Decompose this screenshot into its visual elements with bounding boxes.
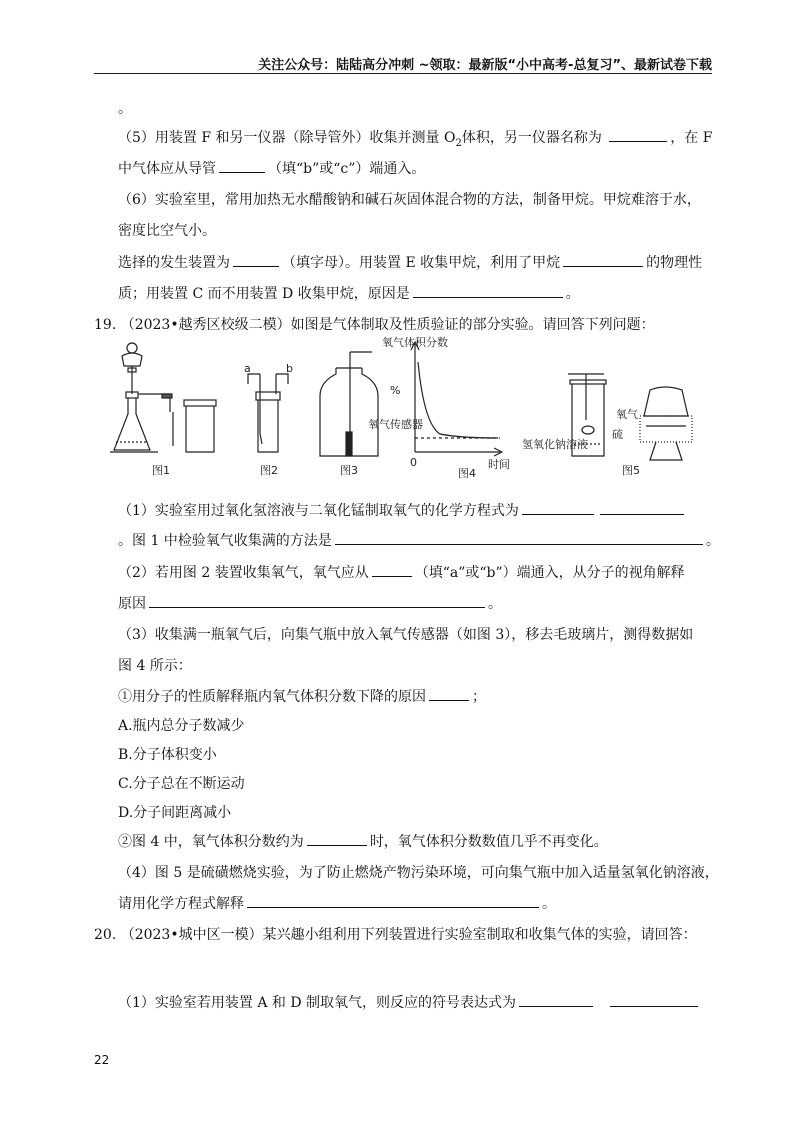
figure-3-sensor-label: 氧气传感器	[368, 418, 423, 431]
question-19-1-line1: （1）实验室用过氧化氢溶液与二氧化锰制取氧气的化学方程式为	[118, 500, 687, 520]
option-c[interactable]: C.分子总在不断运动	[118, 776, 245, 792]
question-19-3-line1: （3）收集满一瓶氧气后，向集气瓶中放入氧气传感器（如图 3），移去毛玻璃片，测得数据如	[118, 627, 694, 643]
answer-blank[interactable]	[372, 564, 412, 577]
answer-blank[interactable]	[609, 129, 667, 142]
experiment-figures	[110, 334, 710, 480]
page-number: 22	[94, 1053, 110, 1067]
figure-1-apparatus	[110, 343, 216, 452]
question-19-3-sub1: ①用分子的性质解释瓶内氧气体积分数下降的原因 ；	[118, 689, 486, 705]
figure-2-apparatus	[248, 374, 288, 452]
figure-4-origin: 0	[410, 456, 417, 469]
option-b[interactable]: B.分子体积变小	[118, 747, 217, 763]
figure-3-label: 图3	[340, 464, 358, 477]
option-d[interactable]: D.分子间距离减小	[118, 805, 232, 821]
answer-blank[interactable]	[600, 502, 684, 515]
figure-1-label: 图1	[152, 464, 170, 477]
figure-4-percent: %	[390, 384, 401, 397]
question-19-3-sub2: ②图 4 中，氧气体积分数约为 时，氧气体积分数数值几乎不再变化。	[118, 834, 608, 850]
question-19-4-line2: 请用化学方程式解释 。	[118, 896, 556, 912]
question-19-1-line2: 。图 1 中检验氧气收集满的方法是 。	[118, 533, 720, 549]
figure-5-naoh-label: 氢氧化钠溶液	[522, 438, 588, 451]
question-19-2-line1: （2）若用图 2 装置收集氧气，氧气应从 （填“a”或“b”）端通入，从分子的视角解释	[118, 565, 685, 581]
answer-blank[interactable]	[219, 160, 265, 173]
question-19-2-line2: 原因 。	[118, 596, 502, 612]
answer-blank[interactable]	[247, 895, 539, 908]
page-header: 关注公众号：陆陆高分冲刺 ~领取：最新版“小中高考-总复习”、最新试卷下载	[258, 58, 712, 73]
figure-4-xlabel: 时间	[488, 458, 510, 471]
question-19-3-line2: 图 4 所示：	[118, 658, 192, 674]
answer-blank[interactable]	[233, 254, 279, 267]
figure-3-apparatus	[320, 352, 378, 456]
question-20-1-line1: （1）实验室若用装置 A 和 D 制取氧气，则反应的符号表达式为	[118, 992, 701, 1012]
figure-4-ylabel: 氧气体积分数	[382, 336, 448, 349]
figure-2-a-label: a	[244, 362, 251, 375]
figure-4-graph	[411, 342, 502, 456]
question-6-line1: （6）实验室里，常用加热无水醋酸钠和碱石灰固体混合物的方法，制备甲烷。甲烷难溶于水，	[118, 192, 701, 208]
question-6-line3: 选择的发生装置为 （填字母）。用装置 E 收集甲烷，利用了甲烷 的物理性	[118, 255, 703, 271]
answer-blank[interactable]	[610, 994, 698, 1007]
figure-5-oxygen-label: 氧气	[616, 408, 638, 421]
answer-blank[interactable]	[522, 502, 594, 515]
answer-blank[interactable]	[429, 688, 469, 701]
figure-5-sulfur-label: 硫	[612, 428, 623, 441]
question-6-line2: 密度比空气小。	[118, 223, 216, 239]
question-19-4-line1: （4）图 5 是硫磺燃烧实验，为了防止燃烧产物污染环境，可向集气瓶中加入适量氢氧化钠溶液，	[118, 865, 719, 881]
answer-blank[interactable]	[519, 994, 593, 1007]
figure-2-b-label: b	[286, 362, 293, 375]
answer-blank[interactable]	[335, 532, 703, 545]
header-rule	[94, 73, 712, 74]
question-6-line4: 质；用装置 C 而不用装置 D 收集甲烷，原因是 。	[118, 286, 580, 302]
figure-5-label: 图5	[622, 464, 640, 477]
question-5-line1: （5）用装置 F 和另一仪器（除导管外）收集并测量 $O_2$体积，另一仪器名称为 ，在 F	[118, 130, 713, 149]
option-a[interactable]: A.瓶内总分子数减少	[118, 718, 245, 734]
answer-blank[interactable]	[563, 254, 643, 267]
answer-blank[interactable]	[413, 285, 563, 298]
answer-blank[interactable]	[149, 595, 485, 608]
text-line: 。	[118, 101, 132, 117]
question-20-title: 20. （2023•城中区一模）某兴趣小组利用下列装置进行实验室制取和收集气体的实验，请回答：	[94, 927, 697, 943]
figure-4-label: 图4	[458, 467, 476, 480]
question-19-title: 19. （2023•越秀区校级二模）如图是气体制取及性质验证的部分实验。请回答下列问题：	[94, 317, 655, 333]
figure-2-label: 图2	[260, 464, 278, 477]
answer-blank[interactable]	[307, 833, 367, 846]
question-5-line2: 中气体应从导管 （填“b”或“c”）端通入。	[118, 161, 426, 177]
